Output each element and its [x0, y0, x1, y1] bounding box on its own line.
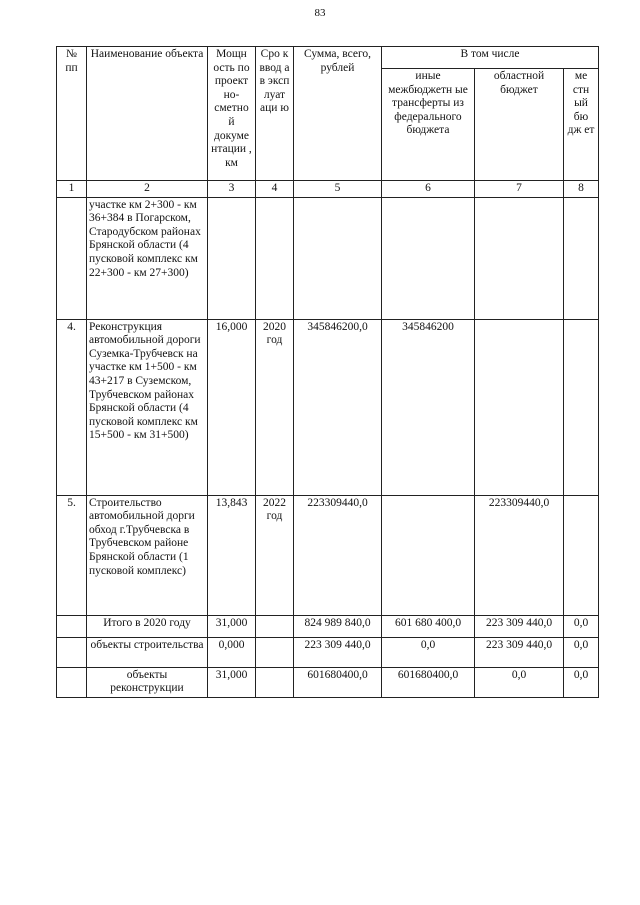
total-regional: 0,0 — [475, 667, 564, 697]
header-including: В том числе — [382, 47, 599, 69]
header-capacity: Мощн ость по проект но- сметно й докуме нтации , км — [208, 47, 256, 181]
total-deadline — [256, 667, 294, 697]
total-local: 0,0 — [564, 637, 599, 667]
row-deadline — [256, 197, 294, 319]
total-label: Итого в 2020 году — [87, 615, 208, 637]
total-federal: 0,0 — [382, 637, 475, 667]
column-number-row — [57, 181, 599, 198]
col-number: 2 — [87, 181, 208, 198]
col-number: 1 — [57, 181, 87, 198]
total-label: объекты строительства — [87, 637, 208, 667]
row-no: 4. — [57, 319, 87, 495]
row-deadline: 2022 год — [256, 495, 294, 615]
total-capacity: 31,000 — [208, 667, 256, 697]
row-federal — [382, 495, 475, 615]
header-federal: иные межбюджетн ые трансферты из федерального бюджета — [382, 69, 475, 181]
col-number: 3 — [208, 181, 256, 198]
total-row — [57, 637, 599, 667]
col-number: 4 — [256, 181, 294, 198]
total-federal: 601680400,0 — [382, 667, 475, 697]
row-capacity: 16,000 — [208, 319, 256, 495]
row-local — [564, 197, 599, 319]
header-total: Сумма, всего, рублей — [294, 47, 382, 181]
row-capacity — [208, 197, 256, 319]
header-regional: областной бюджет — [475, 69, 564, 181]
row-local — [564, 495, 599, 615]
total-sum: 601680400,0 — [294, 667, 382, 697]
table-row — [57, 319, 599, 495]
row-total: 345846200,0 — [294, 319, 382, 495]
header-name: Наименование объекта — [87, 47, 208, 181]
row-regional — [475, 319, 564, 495]
row-name: участке км 2+300 - км 36+384 в Погарском, Стародубском районах Брянской области (4 пусковой комплекс км 22+300 - км 27+300) — [87, 197, 208, 319]
col-number: 5 — [294, 181, 382, 198]
row-name: Реконструкция автомобильной дороги Суземка-Трубчевск на участке км 1+500 - км 43+217 в Суземском, Трубчевском районах Брянской области (4 пусковой комплекс км 15+500 - км 31+500) — [87, 319, 208, 495]
col-number: 8 — [564, 181, 599, 198]
total-deadline — [256, 637, 294, 667]
col-number: 6 — [382, 181, 475, 198]
total-regional: 223 309 440,0 — [475, 637, 564, 667]
total-row — [57, 615, 599, 637]
row-regional — [475, 197, 564, 319]
row-regional: 223309440,0 — [475, 495, 564, 615]
table-row — [57, 197, 599, 319]
total-deadline — [256, 615, 294, 637]
col-number: 7 — [475, 181, 564, 198]
total-sum: 223 309 440,0 — [294, 637, 382, 667]
budget-table — [56, 46, 599, 698]
row-federal: 345846200 — [382, 319, 475, 495]
total-local: 0,0 — [564, 615, 599, 637]
total-capacity: 31,000 — [208, 615, 256, 637]
row-federal — [382, 197, 475, 319]
total-sum: 824 989 840,0 — [294, 615, 382, 637]
table-row — [57, 495, 599, 615]
row-local — [564, 319, 599, 495]
page-number: 83 — [314, 7, 326, 19]
header-no: № пп — [57, 47, 87, 181]
row-deadline: 2020 год — [256, 319, 294, 495]
row-total — [294, 197, 382, 319]
row-no: 5. — [57, 495, 87, 615]
header-deadline: Сро к ввод а в эксп луат аци ю — [256, 47, 294, 181]
row-no — [57, 197, 87, 319]
total-federal: 601 680 400,0 — [382, 615, 475, 637]
header-local: ме стн ый бю дж ет — [564, 69, 599, 181]
row-name: Строительство автомобильной дорги обход г.Трубчевска в Трубчевском районе Брянской области (1 пусковой комплекс) — [87, 495, 208, 615]
row-total: 223309440,0 — [294, 495, 382, 615]
total-row — [57, 667, 599, 697]
total-capacity: 0,000 — [208, 637, 256, 667]
row-capacity: 13,843 — [208, 495, 256, 615]
total-regional: 223 309 440,0 — [475, 615, 564, 637]
total-label: объекты реконструкции — [87, 667, 208, 697]
total-local: 0,0 — [564, 667, 599, 697]
